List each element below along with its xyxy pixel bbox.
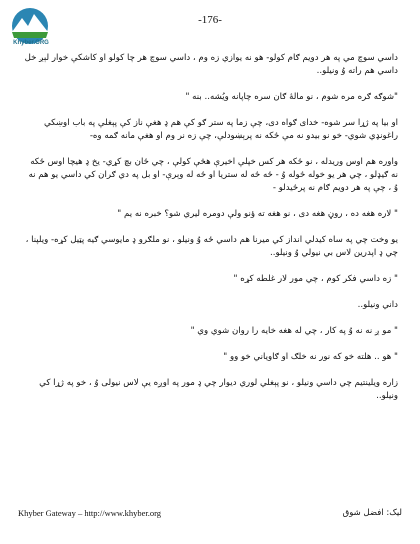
footer-author: ليک: افضل شوق	[342, 508, 402, 518]
document-body	[22, 52, 398, 416]
paragraph: " لاره هغه ده ، روڼ هغه دی ، نو هغه ته ؤنو ولې دومره ليري شو؟ خبره نه يم "	[117, 209, 398, 219]
paragraph: " هو .. هلته خو که نور نه خلګ او ګاوياني خو وو "	[223, 352, 398, 362]
paragraph: زاره ويلينتيم چي داسي ونيلو ، نو پېغلي لوري ديوار چي ډ مور په اوږه يې لاس نيولی وُ ، خو په ژړا کي ونيلو..	[39, 378, 398, 401]
logo-text: Khyber.ORG	[13, 40, 49, 46]
paragraph: داسي سوچ مي په هر دويم ګام کولو- هو نه يوازي زه وم ، داسي سوچ هر چا کولو او کاشکې خوار لېږ خل داسي هم راته وُ ونيلو..	[24, 53, 398, 76]
footer	[18, 508, 402, 524]
page-number: -176-	[198, 14, 222, 26]
paragraph: "شوګه ګره مره شوم ، نو مالهٔ ګان سره چاپانه ويُشه.. بنه "	[185, 92, 398, 102]
paragraph: " مو ږ نه نه وُ په کار ، چي له هغه خايه را روان شوي وي "	[190, 326, 398, 336]
paragraph: داني ونيلو..	[357, 300, 398, 310]
paragraph: يو وخت چي په ساه کيدلي انداز کي ميرنا هم داسي ځه وُ ونيلو ، نو ملګرو ډ مايوسي ګيه پټيل کړه- ويلپنا ، چي ډ اپدرين لاس بي نيولي وُ ونيلو..	[25, 235, 398, 258]
paragraph: واوره هم اوس وريدله ، نو ځکه هر کس خپلې اخيرې هڅې کولې ، چي ځان بچ کړي- يخ ډ هيچا اوس ځکه نه ګيډلو ، چي هر يو خوله ځوله وُ - ځه ځه له ستريا او ځه له وېرې- او بل په دي ګران کي داسي يو هم نه وُ ، چې په هر دويم ګام نه پرځيدلو -	[28, 157, 398, 193]
paragraph: او بيا په ژړا سر شوه- خداى ګواه دی، چې زما په ستر ګو کې هم ډ هغې ناز کې پېغلې په باب اوښکي راغونډي شوي- خو نو بيدو نه مې ځکه نه پرېښودلې، چې زه نر وم او هغې مانه ګمه وه-	[43, 118, 398, 141]
paragraph: " زه داسي فکر کوم ، چي مور لار غلطه کړه "	[233, 274, 398, 284]
footer-website: Khyber Gateway – http://www.khyber.org	[18, 508, 162, 518]
